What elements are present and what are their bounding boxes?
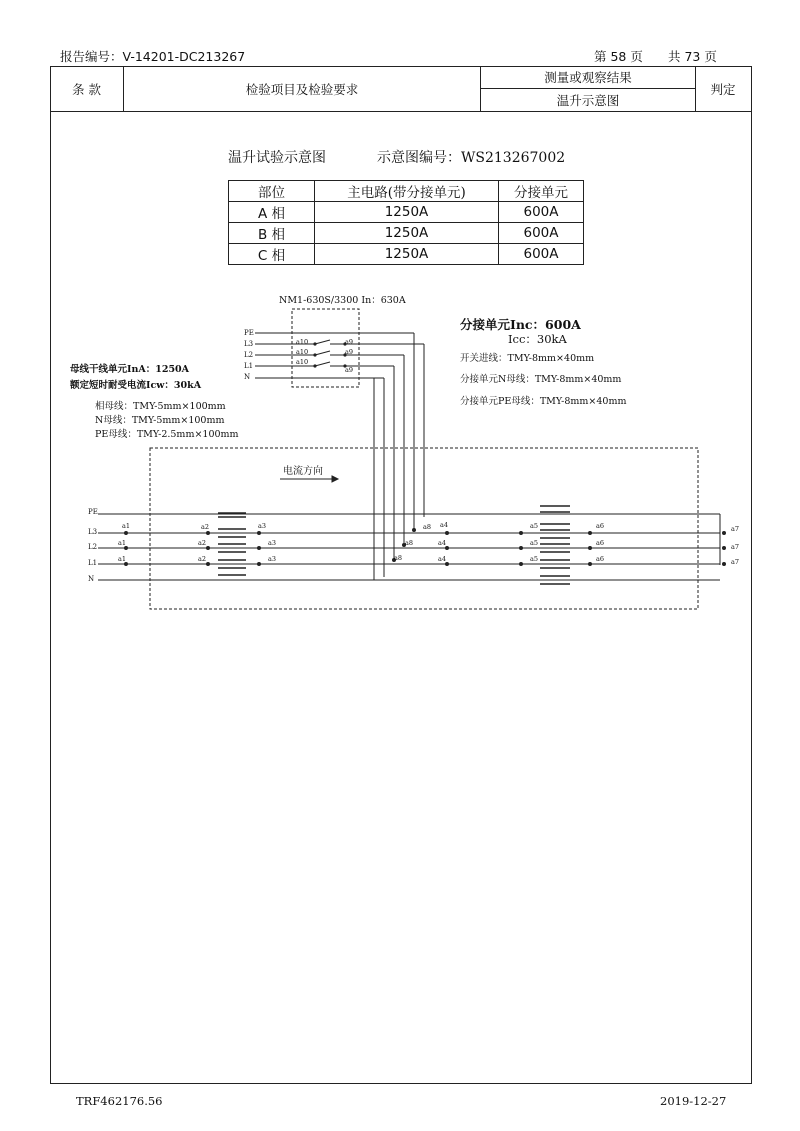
point-label: a10 <box>296 348 309 356</box>
diagram-number: 示意图编号：WS213267002 <box>377 150 566 166</box>
breaker-terminal-l1: L1 <box>244 362 254 370</box>
branch-n-bus: 分接单元N母线：TMY-8mm×40mm <box>460 374 622 385</box>
cell-main: 1250A <box>315 202 499 223</box>
bus-line-n: N <box>88 575 95 583</box>
busbar-icw: 额定短时耐受电流Icw：30kA <box>70 380 202 391</box>
busbar-ina: 母线干线单元InA：1250A <box>70 364 190 375</box>
point-label: a10 <box>296 338 309 346</box>
cell-branch: 600A <box>499 202 584 223</box>
issue-date: 2019-12-27 <box>660 1094 727 1108</box>
result-subheader: 温升示意图 <box>556 93 620 108</box>
pe-bus: PE母线：TMY-2.5mm×100mm <box>95 429 239 440</box>
clause-header: 条 款 <box>72 81 101 97</box>
cell-main: 1250A <box>315 223 499 244</box>
verdict-header: 判定 <box>710 81 736 97</box>
cell-branch: 600A <box>499 244 584 265</box>
breaker-terminal-l3: L3 <box>244 340 254 348</box>
point-label: a4 <box>440 521 449 529</box>
item-header: 检验项目及检验要求 <box>245 81 359 97</box>
form-number: TRF462176.56 <box>76 1094 163 1108</box>
measurement-points <box>124 342 726 566</box>
bus-line-l2: L2 <box>88 543 98 551</box>
point-label: a1 <box>118 555 127 563</box>
point-label: a10 <box>296 358 309 366</box>
cell-phase: C 相 <box>229 244 315 265</box>
point-label: a1 <box>122 522 131 530</box>
point-label: a2 <box>198 555 207 563</box>
breaker-terminal-n: N <box>244 373 251 381</box>
point-label: a8 <box>394 554 403 562</box>
point-label: a3 <box>268 555 277 563</box>
breaker-label: NM1-630S/3300 In：630A <box>279 295 406 306</box>
col-branch-unit: 分接单元 <box>499 181 584 202</box>
col-position: 部位 <box>229 181 315 202</box>
n-bus: N母线：TMY-5mm×100mm <box>95 415 225 426</box>
page-total: 共 73 页 <box>668 49 717 64</box>
cell-phase: B 相 <box>229 223 315 244</box>
report-number: 报告编号：V-14201-DC213267 <box>60 49 246 64</box>
point-label: a9 <box>345 366 354 374</box>
switch-incoming: 开关进线：TMY-8mm×40mm <box>460 353 595 364</box>
current-direction-label: 电流方向 <box>283 466 323 477</box>
point-label: a8 <box>405 539 414 547</box>
page-number: 第 58 页 <box>594 49 643 64</box>
point-label: a7 <box>731 543 740 551</box>
point-label: a5 <box>530 555 539 563</box>
point-label: a9 <box>345 348 354 356</box>
point-label: a5 <box>530 539 539 547</box>
branch-icc: Icc：30kA <box>508 332 567 346</box>
breaker-terminal-l2: L2 <box>244 351 254 359</box>
point-label: a9 <box>345 338 354 346</box>
cell-main: 1250A <box>315 244 499 265</box>
branch-pe-bus: 分接单元PE母线：TMY-8mm×40mm <box>460 396 627 407</box>
breaker-terminal-pe: PE <box>244 329 254 337</box>
point-label: a6 <box>596 555 605 563</box>
branch-inc: 分接单元Inc：600A <box>460 317 581 332</box>
cell-branch: 600A <box>499 223 584 244</box>
col-main-circuit: 主电路(带分接单元) <box>315 181 499 202</box>
bus-line-l1: L1 <box>88 559 98 567</box>
bus-line-l3: L3 <box>88 528 98 536</box>
point-label: a6 <box>596 522 605 530</box>
bus-line-pe: PE <box>88 508 98 516</box>
diagram-title: 温升试验示意图 <box>228 150 326 166</box>
result-header: 测量或观察结果 <box>544 70 632 85</box>
point-label: a2 <box>201 523 210 531</box>
point-label: a3 <box>268 539 277 547</box>
point-label: a3 <box>258 522 267 530</box>
point-label: a4 <box>438 555 447 563</box>
point-label: a6 <box>596 539 605 547</box>
point-label: a2 <box>198 539 207 547</box>
point-label: a7 <box>731 525 740 533</box>
cell-phase: A 相 <box>229 202 315 223</box>
point-label: a7 <box>731 558 740 566</box>
phase-bus: 相母线：TMY-5mm×100mm <box>95 401 226 412</box>
point-label: a4 <box>438 539 447 547</box>
point-label: a5 <box>530 522 539 530</box>
point-label: a1 <box>118 539 127 547</box>
point-label: a8 <box>423 523 432 531</box>
